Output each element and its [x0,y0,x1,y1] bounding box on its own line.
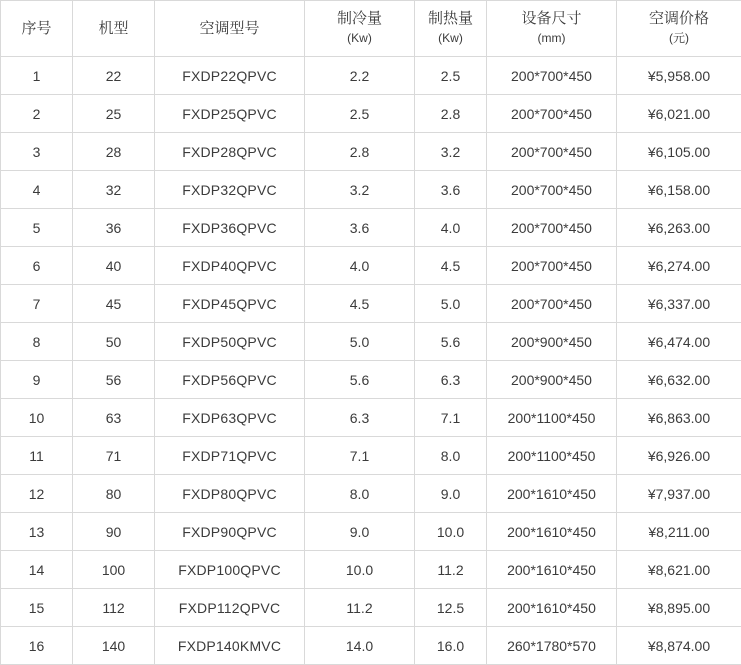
cell-cooling-capacity: 9.0 [305,513,415,551]
cell-heating-capacity: 3.6 [415,171,487,209]
cell-model: 71 [73,437,155,475]
cell-index: 4 [1,171,73,209]
table-row [1,247,741,285]
cell-index: 14 [1,551,73,589]
cell-index: 16 [1,627,73,665]
table-row [1,627,741,665]
cell-index: 10 [1,399,73,437]
cell-price: ¥6,474.00 [617,323,741,361]
cell-heating-capacity: 4.0 [415,209,487,247]
cell-model: 45 [73,285,155,323]
cell-type: FXDP56QPVC [155,361,305,399]
column-header-cooling-capacity-label: 制冷量 [305,9,414,29]
cell-model: 28 [73,133,155,171]
column-header-cooling-capacity [305,1,415,57]
cell-type: FXDP36QPVC [155,209,305,247]
column-header-heating-capacity [415,1,487,57]
table-header-row [1,1,741,57]
column-header-price [617,1,741,57]
table-row [1,171,741,209]
cell-price: ¥6,158.00 [617,171,741,209]
table-row [1,209,741,247]
cell-index: 6 [1,247,73,285]
table-body [1,57,741,665]
cell-model: 25 [73,95,155,133]
cell-model: 22 [73,57,155,95]
table-header [1,1,741,57]
cell-price: ¥8,874.00 [617,627,741,665]
cell-type: FXDP45QPVC [155,285,305,323]
cell-heating-capacity: 9.0 [415,475,487,513]
cell-cooling-capacity: 2.8 [305,133,415,171]
cell-index: 15 [1,589,73,627]
cell-dimensions: 200*1610*450 [487,551,617,589]
cell-price: ¥8,621.00 [617,551,741,589]
cell-heating-capacity: 4.5 [415,247,487,285]
cell-type: FXDP90QPVC [155,513,305,551]
table-row [1,323,741,361]
cell-price: ¥7,937.00 [617,475,741,513]
column-header-index-label: 序号 [1,19,72,39]
cell-price: ¥6,105.00 [617,133,741,171]
cell-price: ¥6,021.00 [617,95,741,133]
cell-index: 2 [1,95,73,133]
cell-cooling-capacity: 4.5 [305,285,415,323]
cell-index: 12 [1,475,73,513]
cell-dimensions: 200*900*450 [487,323,617,361]
cell-heating-capacity: 2.5 [415,57,487,95]
cell-price: ¥5,958.00 [617,57,741,95]
table-row [1,285,741,323]
cell-model: 90 [73,513,155,551]
cell-dimensions: 200*700*450 [487,247,617,285]
cell-heating-capacity: 5.6 [415,323,487,361]
column-header-dimensions-unit: (mm) [538,31,566,45]
cell-index: 7 [1,285,73,323]
cell-model: 100 [73,551,155,589]
cell-type: FXDP112QPVC [155,589,305,627]
column-header-heating-capacity-unit: (Kw) [438,31,463,45]
cell-dimensions: 200*1100*450 [487,399,617,437]
cell-dimensions: 260*1780*570 [487,627,617,665]
column-header-model-label: 机型 [73,19,154,39]
cell-price: ¥8,211.00 [617,513,741,551]
cell-index: 5 [1,209,73,247]
cell-type: FXDP100QPVC [155,551,305,589]
cell-cooling-capacity: 5.6 [305,361,415,399]
cell-type: FXDP32QPVC [155,171,305,209]
cell-heating-capacity: 8.0 [415,437,487,475]
cell-dimensions: 200*700*450 [487,209,617,247]
cell-heating-capacity: 5.0 [415,285,487,323]
cell-model: 36 [73,209,155,247]
cell-model: 140 [73,627,155,665]
cell-model: 50 [73,323,155,361]
cell-cooling-capacity: 14.0 [305,627,415,665]
cell-cooling-capacity: 7.1 [305,437,415,475]
cell-type: FXDP80QPVC [155,475,305,513]
cell-dimensions: 200*1610*450 [487,589,617,627]
cell-cooling-capacity: 6.3 [305,399,415,437]
table-row [1,95,741,133]
cell-heating-capacity: 6.3 [415,361,487,399]
cell-model: 112 [73,589,155,627]
cell-dimensions: 200*1610*450 [487,475,617,513]
cell-dimensions: 200*900*450 [487,361,617,399]
cell-index: 11 [1,437,73,475]
table-row [1,589,741,627]
column-header-dimensions-label: 设备尺寸 [487,9,616,29]
cell-cooling-capacity: 8.0 [305,475,415,513]
cell-model: 80 [73,475,155,513]
cell-heating-capacity: 11.2 [415,551,487,589]
cell-cooling-capacity: 2.5 [305,95,415,133]
column-header-type-label: 空调型号 [155,19,304,39]
column-header-type [155,1,305,57]
cell-model: 56 [73,361,155,399]
cell-price: ¥8,895.00 [617,589,741,627]
column-header-cooling-capacity-unit: (Kw) [347,31,372,45]
cell-cooling-capacity: 11.2 [305,589,415,627]
cell-dimensions: 200*1610*450 [487,513,617,551]
table-row [1,475,741,513]
table-row [1,551,741,589]
cell-model: 63 [73,399,155,437]
column-header-price-unit: (元) [669,31,689,45]
cell-type: FXDP28QPVC [155,133,305,171]
cell-type: FXDP50QPVC [155,323,305,361]
cell-index: 3 [1,133,73,171]
cell-index: 8 [1,323,73,361]
column-header-index [1,1,73,57]
column-header-price-label: 空调价格 [617,9,741,29]
cell-heating-capacity: 2.8 [415,95,487,133]
cell-dimensions: 200*700*450 [487,57,617,95]
cell-index: 13 [1,513,73,551]
column-header-heating-capacity-label: 制热量 [415,9,486,29]
cell-price: ¥6,263.00 [617,209,741,247]
cell-cooling-capacity: 3.6 [305,209,415,247]
table-row [1,513,741,551]
cell-cooling-capacity: 2.2 [305,57,415,95]
table-row [1,399,741,437]
cell-type: FXDP40QPVC [155,247,305,285]
cell-dimensions: 200*700*450 [487,285,617,323]
cell-dimensions: 200*700*450 [487,95,617,133]
table-row [1,361,741,399]
cell-heating-capacity: 12.5 [415,589,487,627]
table-row [1,57,741,95]
cell-heating-capacity: 3.2 [415,133,487,171]
table-row [1,437,741,475]
cell-price: ¥6,863.00 [617,399,741,437]
cell-cooling-capacity: 4.0 [305,247,415,285]
cell-heating-capacity: 7.1 [415,399,487,437]
cell-price: ¥6,337.00 [617,285,741,323]
cell-type: FXDP25QPVC [155,95,305,133]
cell-price: ¥6,274.00 [617,247,741,285]
cell-index: 1 [1,57,73,95]
cell-type: FXDP71QPVC [155,437,305,475]
column-header-dimensions [487,1,617,57]
cell-heating-capacity: 10.0 [415,513,487,551]
cell-cooling-capacity: 3.2 [305,171,415,209]
cell-dimensions: 200*1100*450 [487,437,617,475]
cell-model: 40 [73,247,155,285]
cell-price: ¥6,926.00 [617,437,741,475]
cell-type: FXDP63QPVC [155,399,305,437]
cell-cooling-capacity: 5.0 [305,323,415,361]
cell-dimensions: 200*700*450 [487,133,617,171]
cell-type: FXDP140KMVC [155,627,305,665]
table-row [1,133,741,171]
cell-index: 9 [1,361,73,399]
cell-model: 32 [73,171,155,209]
column-header-model [73,1,155,57]
cell-price: ¥6,632.00 [617,361,741,399]
cell-cooling-capacity: 10.0 [305,551,415,589]
cell-heating-capacity: 16.0 [415,627,487,665]
cell-dimensions: 200*700*450 [487,171,617,209]
cell-type: FXDP22QPVC [155,57,305,95]
